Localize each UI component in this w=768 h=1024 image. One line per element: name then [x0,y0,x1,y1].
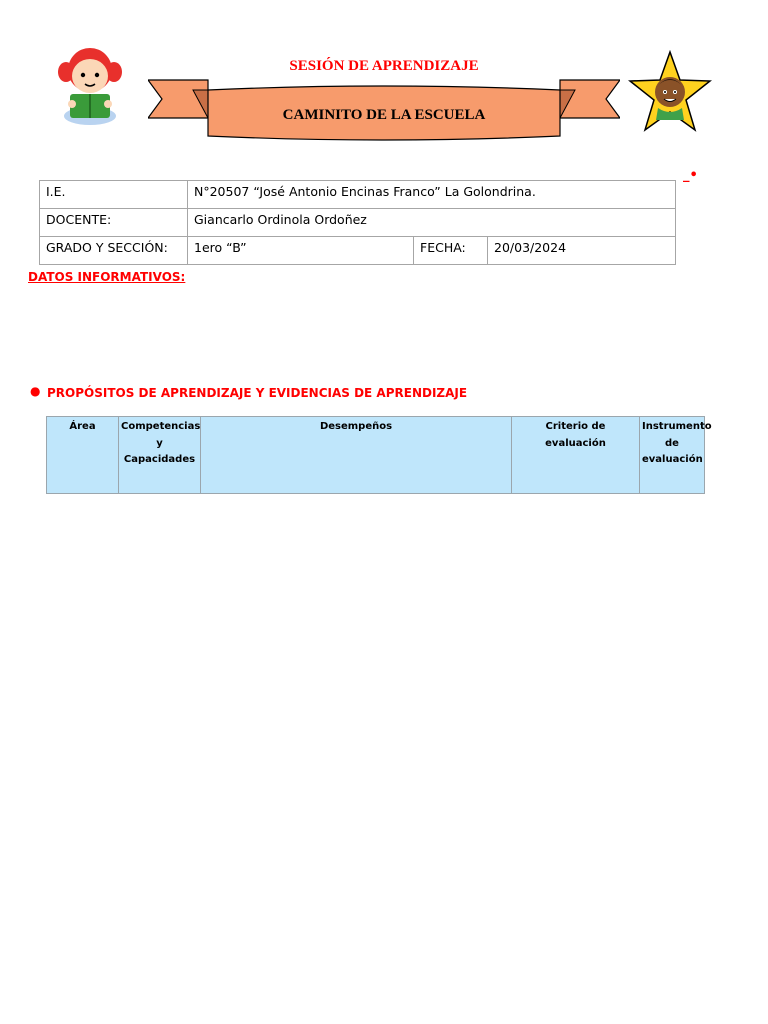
column-header-area: Área [47,417,119,494]
docente-label: DOCENTE: [40,209,188,237]
banner-title: CAMINITO DE LA ESCUELA [282,107,486,123]
grado-value: 1ero “B” [188,237,414,265]
ie-value: N°20507 “José Antonio Encinas Franco” La Golondrina. [188,181,676,209]
table-row [40,209,676,237]
girl-reading-icon [54,42,126,126]
column-header-desempenos: Desempeños [201,417,512,494]
column-header-instrumento: Instrumento de evaluación [640,417,705,494]
column-header-competencias: Competencias y Capacidades [119,417,201,494]
fecha-value: 20/03/2024 [488,237,676,265]
purposes-heading: PROPÓSITOS DE APRENDIZAJE Y EVIDENCIAS DE APRENDIZAJE [47,386,468,400]
purposes-table [46,416,712,494]
info-table [39,180,676,265]
table-row [40,237,676,265]
grado-label: GRADO Y SECCIÓN: [40,237,188,265]
table-header-row [47,417,705,494]
docente-value: Giancarlo Ordinola Ordoñez [188,209,676,237]
datos-informativos-heading: DATOS INFORMATIVOS: [28,270,186,284]
fecha-label: FECHA: [414,237,488,265]
bullet-icon: ● [30,384,41,398]
session-title: SESIÓN DE APRENDIZAJE [289,58,479,74]
star-boy-icon [628,50,712,134]
ie-label: I.E. [40,181,188,209]
corner-mark: _• [683,168,698,183]
column-header-criterio: Criterio de evaluación [512,417,640,494]
table-row [40,181,676,209]
